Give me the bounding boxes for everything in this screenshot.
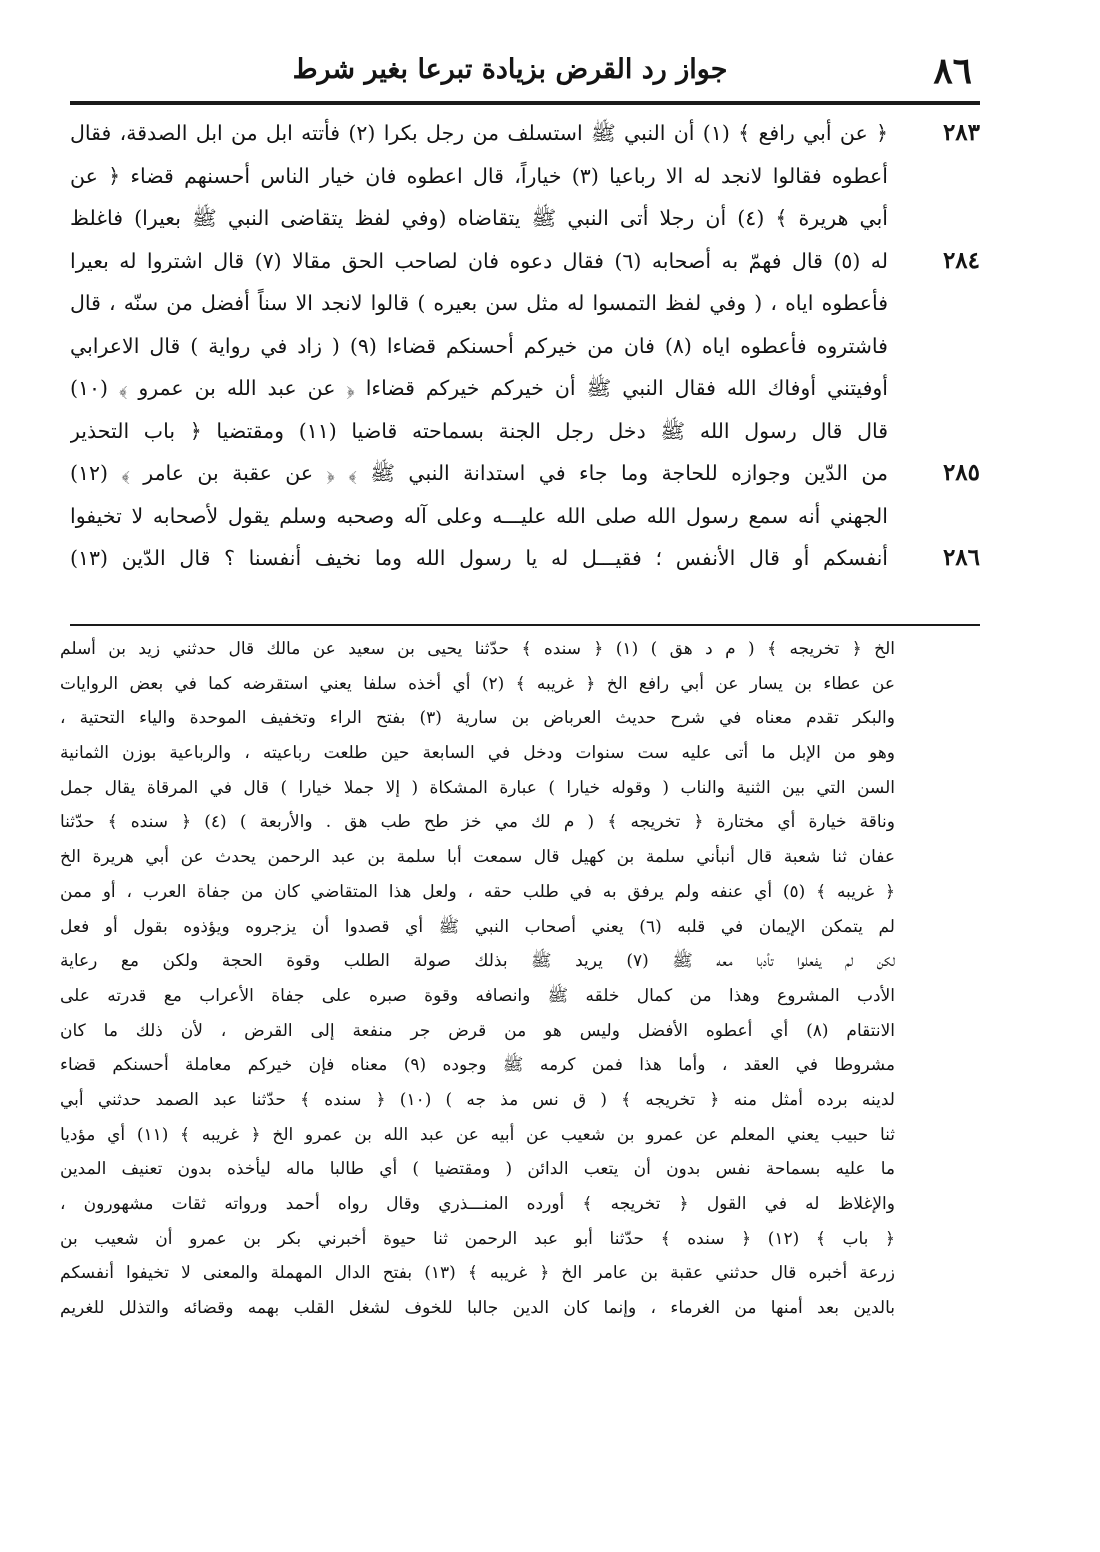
text-line: الجهني أنه سمع رسول الله صلى الله عليـــه وعلى آله وصحبه وسلم يقول لأصحابه لا تخيفوا: [70, 503, 888, 528]
text-line: من الدّين وجوازه للحاجة وما جاء في استدانة النبي ﷺ ﴾ ﴿ عن عقبة بن عامر ﴾ (١٢): [70, 461, 888, 485]
footnote-line: زرعة أخبره قال حدثني عقبة بن عامر الخ ﴿ غريبه ﴾ (١٣) بفتح الدال المهملة والمعنى لا تخيفوا أنفسكم: [60, 1263, 895, 1284]
text-line: له (٥) قال فهمّ به أصحابه (٦) فقال دعوه فان لصاحب الحق مقالا (٧) قال اشتروا له بعيرا: [70, 248, 888, 273]
page-number: ٨٦: [933, 50, 972, 92]
footnote-line: بالدين بعد أمنها من الغرماء ، وإنما كان الدين جالبا للخوف لشغل القلب بهمه وقضائه والتذلل للغريم: [60, 1298, 895, 1319]
footnotes-block: [60, 632, 895, 1472]
hadith-number: ٢٨٦: [942, 544, 980, 571]
footnote-line: مشروطا في العقد ، وأما هذا فمن كرمه ﷺ وجوده (٩) معناه فإن خيركم معاملة أحسنكم قضاء: [60, 1055, 895, 1076]
footnote-line: السن التي بين الثنية والناب ( وقوله خيارا ) عبارة المشكاة ( إلا جملا خيارا ) قال في المرقاة يقال جمل: [60, 777, 895, 798]
footnote-line: والإغلاظ له في القول ﴿ تخريجه ﴾ أورده المنـــذري وقال رواه أحمد ورواته ثقات مشهورون ،: [60, 1194, 895, 1214]
hadith-text-block: [70, 112, 888, 580]
footnote-line: لم يتمكن الإيمان في قلبه (٦) يعني أصحاب النبي ﷺ أي قصدوا أن يزجروه ويؤذوه بقول أو فعل: [60, 916, 895, 937]
hadith-number: ٢٨٥: [942, 459, 980, 486]
running-title: جواز رد القرض بزيادة تبرعا بغير شرط: [292, 54, 728, 85]
header-rule: [70, 101, 980, 105]
footnote-line: عفان ثنا شعبة قال أنبأني سلمة بن كهيل قال سمعت أبا سلمة بن عبد الرحمن يحدث عن أبي هريرة الخ: [60, 847, 895, 868]
hadith-number: ٢٨٤: [942, 246, 980, 274]
text-line: قال قال رسول الله ﷺ دخل رجل الجنة بسماحته قاضيا (١١) ومقتضيا ﴿ باب التحذير: [70, 418, 888, 443]
footnote-line: عن عطاء بن يسار عن أبي رافع الخ ﴿ غريبه ﴾ (٢) أي أخذه سلفا يعني استقرضه كما في بعض الروايات: [60, 673, 895, 694]
text-line: ﴿ عن أبي رافع ﴾ (١) أن النبي ﷺ استسلف من رجل بكرا (٢) فأتته ابل من ابل الصدقة، فقال: [70, 121, 888, 145]
text-line: فأعطوه اياه ، ( وفي لفظ التمسوا له مثل سن بعيره ) قالوا لانجد الا سناً أفضل من سنّه ، قال: [70, 291, 888, 315]
footnote-line: الانتقام (٨) أي أعطوه الأفضل وليس هو من قرض جر منفعة إلى القرض ، لأن ذلك ما كان: [60, 1020, 895, 1041]
footnote-line: ثنا حبيب يعني المعلم عن عمرو بن شعيب عن أبيه عن عبد الله بن عمرو الخ ﴿ غريبه ﴾ (١١) أي مؤديا: [60, 1124, 895, 1145]
footnote-line: الخ ﴿ تخريجه ﴾ ( م د هق ) (١) ﴿ سنده ﴾ حدّثنا يحيى بن سعيد عن مالك قال حدثني زيد بن أسلم: [60, 639, 895, 659]
footnote-line: والبكر تقدم معناه في شرح حديث العرباض بن سارية (٣) بفتح الراء وتخفيف الموحدة والياء التحتية ،: [60, 708, 895, 729]
text-line: أبي هريرة ﴾ (٤) أن رجلا أتى النبي ﷺ يتقاضاه (وفي لفظ يتقاضى النبي ﷺ بعيرا) فاغلظ: [70, 206, 888, 230]
footnote-rule: [70, 624, 980, 626]
footnote-line: ﴿ باب ﴾ (١٢) ﴿ سنده ﴾ حدّثنا أبو عبد الرحمن ثنا حيوة أخبرني بكر بن عمرو أن شعيب بن: [60, 1228, 895, 1249]
footnote-line: ﴿ غريبه ﴾ (٥) أي عنفه ولم يرفق به في طلب حقه ، ولعل هذا المتقاضي كان من جفاة العرب ، أو ممن: [60, 881, 895, 902]
text-line: أنفسكم أو قال الأنفس ؛ فقيـــل له يا رسول الله وما نخيف أنفسنا ؟ قال الدّين (١٣): [70, 546, 888, 570]
footnote-line: وناقة خيارة أي مختارة ﴿ تخريجه ﴾ ( م لك مي خز طح طب هق . والأربعة ) (٤) ﴿ سنده ﴾ حدّثنا: [60, 812, 895, 833]
text-line: أوفيتني أوفاك الله فقال النبي ﷺ أن خيركم خيركم قضاءا ﴿ عن عبد الله بن عمرو ﴾ (١٠): [70, 376, 888, 400]
text-line: فاشتروه فأعطوه اياه (٨) فان من خيركم أحسنكم قضاءا (٩) ( زاد في رواية ) قال الاعرابي: [70, 333, 888, 358]
footnote-line: ما عليه بسماحة نفس بدون أن يتعب الدائن ( ومقتضيا ) أي طالبا ماله ليأخذه بدون تعنيف المدين: [60, 1159, 895, 1180]
footnote-line: وهو من الإبل ما أتى عليه ست سنوات ودخل في السابعة حين طلعت رباعيته ، والرباعية بوزن الثمانية: [60, 743, 895, 764]
footnote-line: لدينه برده أمثل منه ﴿ تخريجه ﴾ ( ق نس مذ جه ) (١٠) ﴿ سنده ﴾ حدّثنا عبد الصمد حدثني أبي: [60, 1089, 895, 1110]
hadith-number: ٢٨٣: [942, 119, 980, 146]
text-line: أعطوه فقالوا لانجد له الا رباعيا (٣) خياراً، قال اعطوه فان خيار الناس أحسنهم قضاء ﴿ عن: [70, 163, 888, 188]
footnote-line: الأدب المشروع وهذا من كمال خلقه ﷺ وانصافه وقوة صبره على جفاة الأعراب مع قدرته على: [60, 985, 895, 1006]
footnote-line: لكن لم يفعلوا تأدبا معه ﷺ (٧) يريد ﷺ بذلك صولة الطلب وقوة الحجة ولكن مع رعاية: [60, 951, 895, 972]
main-text: [70, 112, 980, 622]
page-header: [70, 46, 980, 98]
